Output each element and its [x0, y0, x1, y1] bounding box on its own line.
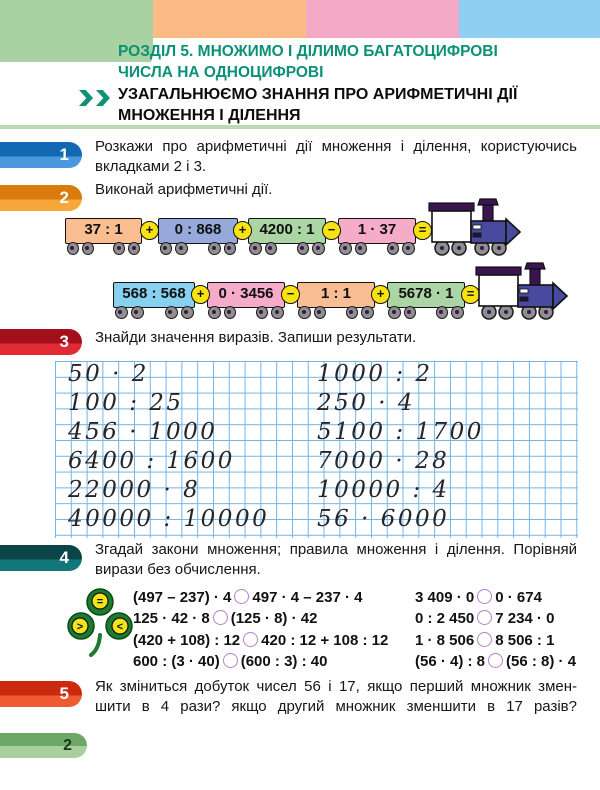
chapter-title-line2: ЧИСЛА НА ОДНОЦИФРОВІ: [118, 64, 324, 81]
worksheet-expression: 100 : 25: [68, 390, 184, 416]
train1-wagon-4-wheels: [338, 242, 416, 256]
comparison-rhs: 420 : 12 + 108 : 12: [261, 632, 389, 649]
train1-wagon-1-wheels: [65, 242, 142, 256]
exercise-1-line2: вкладками 2 і 3.: [95, 157, 207, 175]
clover-symbol-greater: >: [76, 621, 84, 633]
train1-wagon-2-wheels: [158, 242, 238, 256]
top-color-block-pink: [306, 0, 459, 38]
exercise-4-line2: вирази без обчислення.: [95, 560, 261, 578]
comparison-lhs: (56 · 4) : 8: [415, 653, 486, 670]
train2-wagon-3-wheels: [297, 306, 375, 320]
worksheet-expression: 40000 : 10000: [68, 506, 270, 532]
train1-wagon-3: 4200 : 1: [248, 218, 326, 244]
train1-wagon-4: 1 · 37: [338, 218, 416, 244]
comparison-lhs: 125 · 42 · 8: [133, 610, 210, 627]
comparison-row: [415, 610, 554, 627]
exercise-2-number-tab: 2: [0, 185, 82, 211]
comparison-row: [415, 632, 554, 649]
answer-circle[interactable]: [243, 632, 258, 647]
comparison-rhs: 8 506 : 1: [495, 632, 555, 649]
top-color-block-blue: [459, 0, 600, 38]
squared-paper-grid: [55, 361, 578, 538]
train2-wagon-1-wheels: [113, 306, 195, 320]
answer-circle[interactable]: [213, 610, 228, 625]
comparison-lhs: (420 + 108) : 12: [133, 632, 241, 649]
comparison-lhs: 600 : (3 · 40): [133, 653, 220, 670]
answer-circle[interactable]: [488, 653, 503, 668]
exercise-5-line2: шити в 4 рази? якщо другий множник зменшити в 17 разів?: [95, 697, 577, 715]
comparison-rhs: 7 234 · 0: [495, 610, 555, 627]
exercise-1-line1: Розкажи про арифметичні дії множення і ділення, користуючись: [95, 138, 577, 155]
train2-wagon-3: 1 : 1: [297, 282, 375, 308]
chapter-title: [118, 41, 558, 83]
exercise-3-line1: Знайди значення виразів. Запиши результати.: [95, 329, 417, 346]
chapter-title-line1: РОЗДІЛ 5. МНОЖИМО І ДІЛИМО БАГАТОЦИФРОВІ: [118, 43, 498, 60]
comparison-lhs: (497 – 237) · 4: [133, 589, 232, 606]
exercise-3-number-tab: 3: [0, 329, 82, 355]
train1-operator-2: +: [233, 221, 252, 240]
worksheet-expression: 5100 : 1700: [317, 419, 484, 445]
clover-symbol-equals: =: [96, 596, 104, 608]
comparison-lhs: 1 · 8 506: [415, 632, 475, 649]
exercise-5-text: [95, 677, 577, 716]
locomotive-icon: [475, 258, 571, 321]
comparison-row: [133, 610, 317, 627]
train2-wagon-2-wheels: [207, 306, 285, 320]
worksheet-expression: 6400 : 1600: [68, 448, 235, 474]
answer-circle[interactable]: [223, 653, 238, 668]
exercise-4-text: [95, 540, 577, 579]
train1-operator-3: −: [322, 221, 341, 240]
train1-wagon-2: 0 : 868: [158, 218, 238, 244]
exercise-2-line1: Виконай арифметичні дії.: [95, 181, 273, 198]
answer-circle[interactable]: [477, 610, 492, 625]
train2-wagon-1: 568 : 568: [113, 282, 195, 308]
answer-circle[interactable]: [477, 589, 492, 604]
train1-wagon-1: 37 : 1: [65, 218, 142, 244]
train1-operator-1: +: [140, 221, 159, 240]
comparison-lhs: 3 409 · 0: [415, 589, 475, 606]
worksheet-expression: 7000 · 28: [317, 448, 450, 474]
lesson-title-line1: УЗАГАЛЬНЮЄМО ЗНАННЯ ПРО АРИФМЕТИЧНІ ДІЇ: [118, 86, 518, 103]
worksheet-expression: 456 · 1000: [68, 419, 218, 445]
comparison-rhs: 497 · 4 – 237 · 4: [252, 589, 363, 606]
exercise-5-line1: Як зміниться добуток чисел 56 і 17, якщо перший множник змен-: [95, 678, 577, 695]
comparison-rhs: (125 · 8) · 42: [230, 610, 318, 627]
exercise-4-line1: Згадай закони множення; правила множення і ділення. Порівняй: [95, 541, 577, 558]
comparison-row: [133, 653, 327, 670]
train2-operator-1: +: [191, 285, 210, 304]
answer-circle[interactable]: [477, 632, 492, 647]
answer-circle[interactable]: [234, 589, 249, 604]
comparison-row: [415, 589, 542, 606]
worksheet-expression: 50 · 2: [68, 361, 149, 387]
train2-wagon-4-wheels: [387, 306, 465, 320]
worksheet-expression: 1000 : 2: [317, 361, 433, 387]
exercise-1-number-tab: 1: [0, 142, 82, 168]
top-color-block-orange: [153, 0, 306, 38]
comparison-rhs: 0 · 674: [495, 589, 542, 606]
clover-comparison-icon: [64, 585, 136, 659]
double-chevron-icon: [79, 90, 110, 106]
worksheet-expression: 10000 : 4: [317, 477, 450, 503]
exercise-1-text: [95, 137, 577, 176]
exercise-4-number-tab: 4: [0, 545, 82, 571]
train1-operator-4: =: [413, 221, 432, 240]
page-number-tab: 2: [0, 733, 87, 758]
comparison-row: [415, 653, 576, 670]
train1-wagon-3-wheels: [248, 242, 326, 256]
comparison-lhs: 0 : 2 450: [415, 610, 475, 627]
comparison-rhs: (600 : 3) : 40: [240, 653, 328, 670]
train2-operator-3: +: [371, 285, 390, 304]
train2-wagon-2: 0 · 3456: [207, 282, 285, 308]
lesson-title-line2: МНОЖЕННЯ І ДІЛЕННЯ: [118, 107, 301, 124]
locomotive-icon: [428, 194, 524, 257]
train2-wagon-4: 5678 · 1: [387, 282, 465, 308]
comparison-row: [133, 632, 388, 649]
clover-symbol-less: <: [116, 621, 124, 633]
exercise-3-text: [95, 328, 577, 348]
train2-operator-2: −: [281, 285, 300, 304]
comparison-row: [133, 589, 362, 606]
comparison-rhs: (56 : 8) · 4: [506, 653, 577, 670]
exercise-5-number-tab: 5: [0, 681, 82, 707]
worksheet-expression: 56 · 6000: [317, 506, 450, 532]
lesson-title: [118, 84, 580, 126]
train2-operator-4: =: [461, 285, 480, 304]
worksheet-expression: 250 · 4: [317, 390, 415, 416]
worksheet-expression: 22000 · 8: [68, 477, 201, 503]
header-divider: [0, 125, 600, 129]
